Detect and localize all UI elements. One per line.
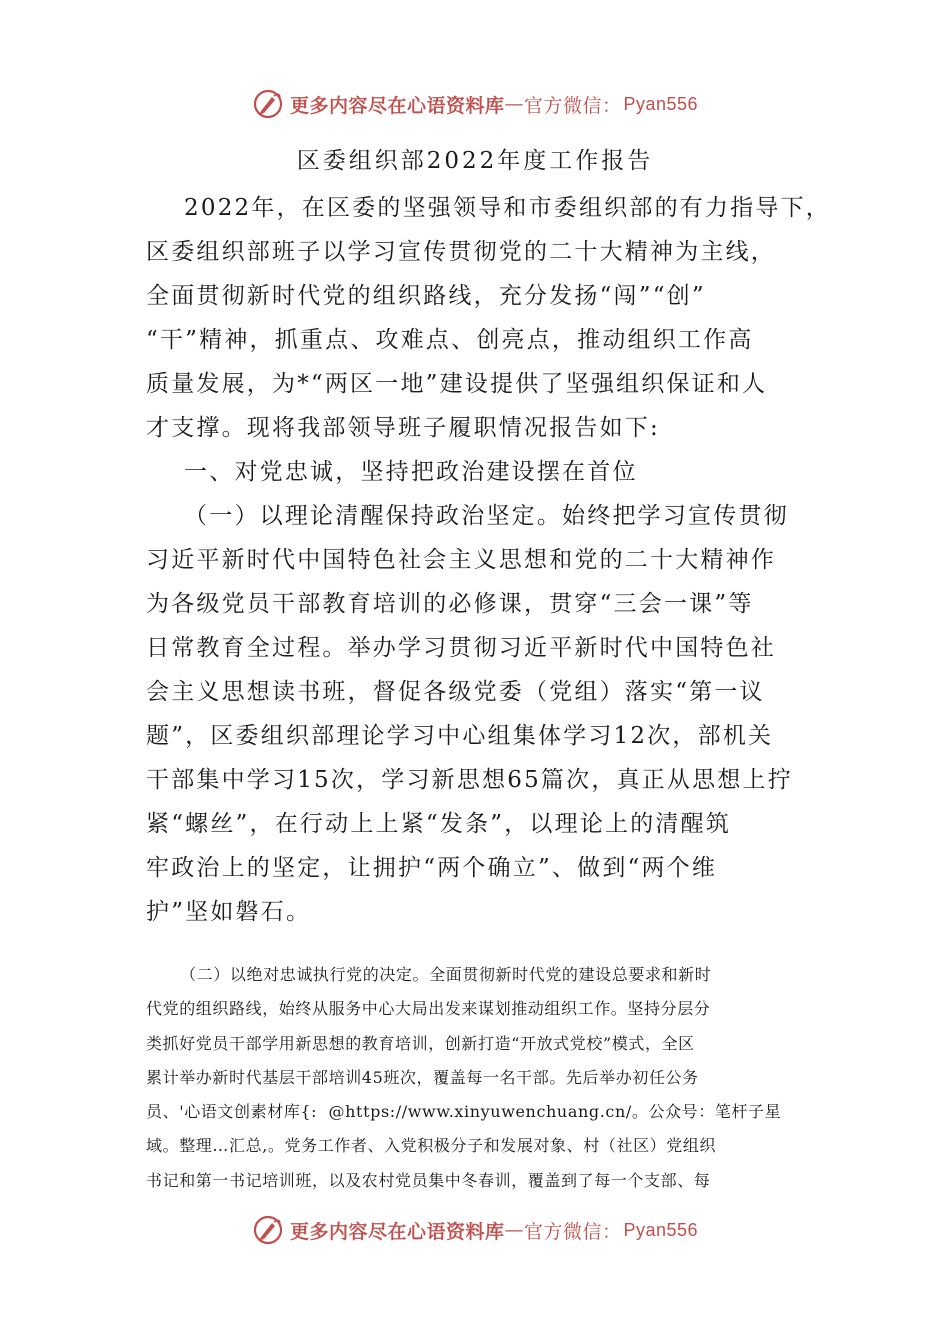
body-line: 会主义思想读书班，督促各级党委（党组）落实“第一议 (146, 679, 765, 705)
body-line: “干”精神，抓重点、攻难点、创亮点，推动组织工作高 (146, 327, 754, 353)
body-line: 护”坚如磐石。 (146, 899, 312, 925)
document-title: 区委组织部2022年度工作报告 (296, 148, 654, 174)
watermark-dash: — (504, 1219, 524, 1241)
watermark-label: 官方微信： (523, 1220, 622, 1243)
document-body-small (146, 958, 814, 1198)
small-body-line: 书记和第一书记培训班，以及农村党员集中冬春训，覆盖到了每一个支部、每 (146, 1170, 711, 1190)
body-line: 紧“螺丝”，在行动上上紧“发条”，以理论上的清醒筑 (146, 811, 732, 837)
body-line: 质量发展，为*“两区一地”建设提供了坚强组织保证和人 (146, 371, 768, 397)
body-line: 全面贯彻新时代党的组织路线，充分发扬“闯”“创” (146, 283, 706, 309)
pen-logo-icon (252, 1214, 284, 1246)
watermark-wechat-id: Pyan556 (623, 93, 699, 114)
body-line: 一、对党忠诚，坚持把政治建设摆在首位 (146, 459, 638, 485)
small-body-line: 累计举办新时代基层干部培训45班次，覆盖每一名干部。先后举办初任公务 (146, 1067, 699, 1087)
body-line: 才支撑。现将我部领导班子履职情况报告如下: (146, 415, 660, 441)
body-line: 日常教育全过程。举办学习贯彻习近平新时代中国特色社 (146, 635, 776, 661)
small-body-line: 代党的组织路线，始终从服务中心大局出发来谋划推动组织工作。坚持分层分 (146, 999, 711, 1019)
small-body-line: （二）以绝对忠诚执行党的决定。全面贯彻新时代党的建设总要求和新时 (146, 965, 712, 984)
watermark-wechat-id: Pyan556 (623, 1219, 699, 1240)
watermark-label: 官方微信： (523, 94, 622, 117)
small-body-line: 员、'心语文创素材库{: @https://www.xinyuwenchuang.cn/。公众号：笔杆子星 (146, 1102, 782, 1122)
pen-logo-icon (252, 88, 284, 120)
body-line: 干部集中学习15次，学习新思想65篇次，真正从思想上拧 (146, 767, 793, 793)
body-line: 2022年，在区委的坚强领导和市委组织部的有力指导下， (146, 195, 831, 221)
watermark-footer (0, 1210, 950, 1250)
body-line: 牢政治上的坚定，让拥护“两个确立”、做到“两个维 (146, 855, 718, 881)
watermark-dash: — (504, 93, 524, 115)
small-body-line: 类抓好党员干部学用新思想的教育培训，创新打造“开放式党校”模式，全区 (146, 1033, 695, 1053)
watermark-header (0, 84, 950, 124)
body-line: 习近平新时代中国特色社会主义思想和党的二十大精神作 (146, 547, 776, 573)
body-line: 区委组织部班子以学习宣传贯彻党的二十大精神为主线， (146, 239, 776, 265)
body-line: （一）以理论清醒保持政治坚定。始终把学习宣传贯彻 (146, 503, 789, 529)
document-body (146, 186, 831, 934)
watermark-brand: 更多内容尽在心语资料库 (289, 94, 505, 117)
body-line: 题”，区委组织部理论学习中心组集体学习12次，部机关 (146, 723, 774, 749)
small-body-line: 域。整理…汇总,。党务工作者、入党积极分子和发展对象、村（社区）党组织 (146, 1136, 717, 1156)
watermark-brand: 更多内容尽在心语资料库 (289, 1220, 505, 1243)
body-line: 为各级党员干部教育培训的必修课，贯穿“三会一课”等 (146, 591, 754, 617)
